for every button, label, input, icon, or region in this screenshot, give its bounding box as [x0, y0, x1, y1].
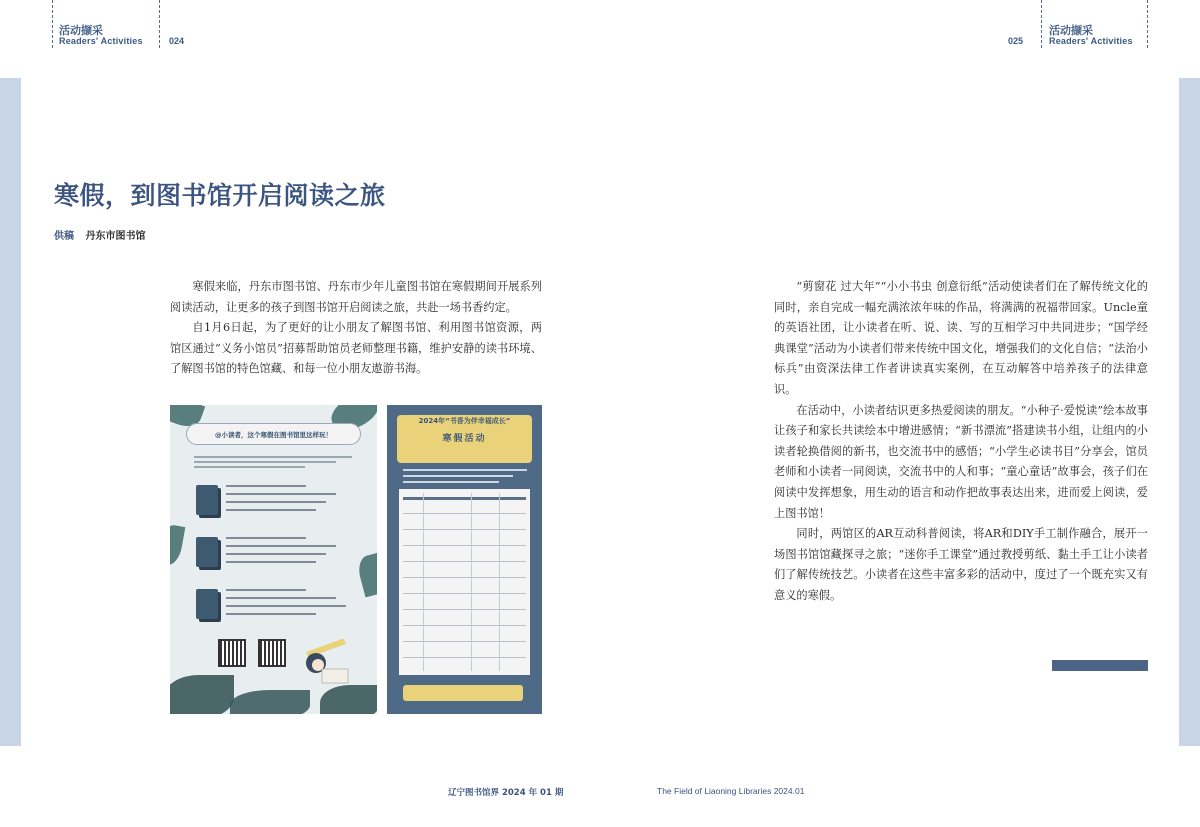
header-left	[52, 0, 192, 48]
page-number: 024	[169, 36, 185, 46]
header-right	[1008, 0, 1148, 48]
leaf-decoration	[170, 523, 185, 566]
section-title-cn: 活动撷采	[1049, 24, 1093, 37]
poster-title-line1: 2024年“书香为伴幸福成长”	[418, 417, 511, 425]
header-divider	[159, 0, 160, 48]
poster-activity-card	[192, 583, 352, 629]
footer-journal-cn: 辽宁图书馆界 2024 年 01 期	[448, 788, 564, 798]
left-edge-strip	[0, 78, 21, 746]
header-divider	[1147, 0, 1148, 48]
paragraph: 在活动中，小读者结识更多热爱阅读的朋友。“小种子·爱悦读”绘本故事让孩子和家长共读绘本中增进感情；“新书漂流”搭建读书小组，让组内的小读者轮换借阅的新书，也交流书中的感悟；“小学生必读书目”分享会，馆员老师和小读者一同阅读，交流书中的人和事；“童心童话”故事会，孩子们在阅读中发挥想象，用生动的语言和动作把故事表达出来，进而爱上阅读，爱上图书馆！	[774, 403, 1148, 520]
book-icon	[196, 485, 218, 515]
poster-title: @小读者，这个寒假在图书馆里这样玩！	[186, 423, 361, 445]
paragraph: 自1月6日起，为了更好的让小朋友了解图书馆、利用图书馆资源，两馆区通过“义务小馆员”招募帮助馆员老师整理书籍，维护安静的读书环境、了解图书馆的特色馆藏、和每一位小朋友遨游书海。	[170, 321, 542, 376]
leaf-decoration	[320, 685, 377, 714]
section-title-cn: 活动撷采	[59, 24, 103, 37]
byline-label: 供稿	[54, 231, 74, 242]
paragraph: 同时，两馆区的AR互动科普阅读，将AR和DIY手工制作融合，展开一场图书馆馆藏探寻之旅；“迷你手工课堂”通过教授剪纸、黏土手工让小读者们了解传统技艺。小读者在这些丰富多彩的活动中，度过了一个既充实又有意义的寒假。	[774, 527, 1148, 602]
leaf-decoration	[355, 553, 377, 598]
byline-author: 丹东市图书馆	[85, 231, 146, 242]
qr-code-icon	[258, 639, 286, 667]
article-column-left	[170, 277, 542, 380]
header-divider	[1041, 0, 1042, 48]
poster-intro-line	[403, 469, 527, 471]
article-title: 寒假，到图书馆开启阅读之旅	[54, 181, 386, 210]
poster-intro-text	[194, 453, 352, 471]
leaf-decoration	[170, 675, 234, 714]
poster-activity-card	[192, 531, 352, 577]
poster-title-line2: 寒假活动	[442, 434, 487, 444]
page-number: 025	[1008, 36, 1024, 46]
paragraph: “剪窗花 过大年”“小小书虫 创意衍纸”活动使读者们在了解传统文化的同时，亲自完成一幅充满浓浓年味的作品，将满满的祝福带回家。Uncle童的英语社团，让小读者在听、说、读、写的互相学习中共同进步；“国学经典课堂”活动为小读者们带来传统中国文化，增强我们的文化自信；“法治小标兵”由资深法律工作者讲读真实案例，在互动解答中培养孩子的法律意识。	[774, 280, 1148, 396]
book-icon	[196, 537, 218, 567]
footer-journal-en: The Field of Liaoning Libraries 2024.01	[657, 786, 805, 796]
winter-activity-poster-image	[387, 405, 542, 714]
section-title-en: Readers' Activities	[1049, 36, 1133, 46]
poster-intro-line	[403, 481, 499, 483]
poster-activity-card	[192, 479, 352, 525]
qr-code-icon	[218, 639, 246, 667]
leaf-decoration	[230, 690, 310, 714]
decorative-accent-bar	[1052, 660, 1148, 671]
girl-reading-illustration	[296, 639, 352, 687]
header-divider	[52, 0, 53, 48]
poster-schedule-table	[399, 489, 530, 675]
activity-poster-image	[170, 405, 377, 714]
right-edge-strip	[1179, 78, 1200, 746]
book-icon	[196, 589, 218, 619]
paragraph: 寒假来临，丹东市图书馆、丹东市少年儿童图书馆在寒假期间开展系列阅读活动，让更多的孩子到图书馆开启阅读之旅，共赴一场书香约定。	[170, 280, 542, 314]
section-title-en: Readers' Activities	[59, 36, 143, 46]
poster-footer-banner	[403, 685, 523, 701]
article-byline	[54, 227, 145, 242]
article-column-right	[774, 277, 1148, 607]
poster-intro-line	[403, 475, 513, 477]
